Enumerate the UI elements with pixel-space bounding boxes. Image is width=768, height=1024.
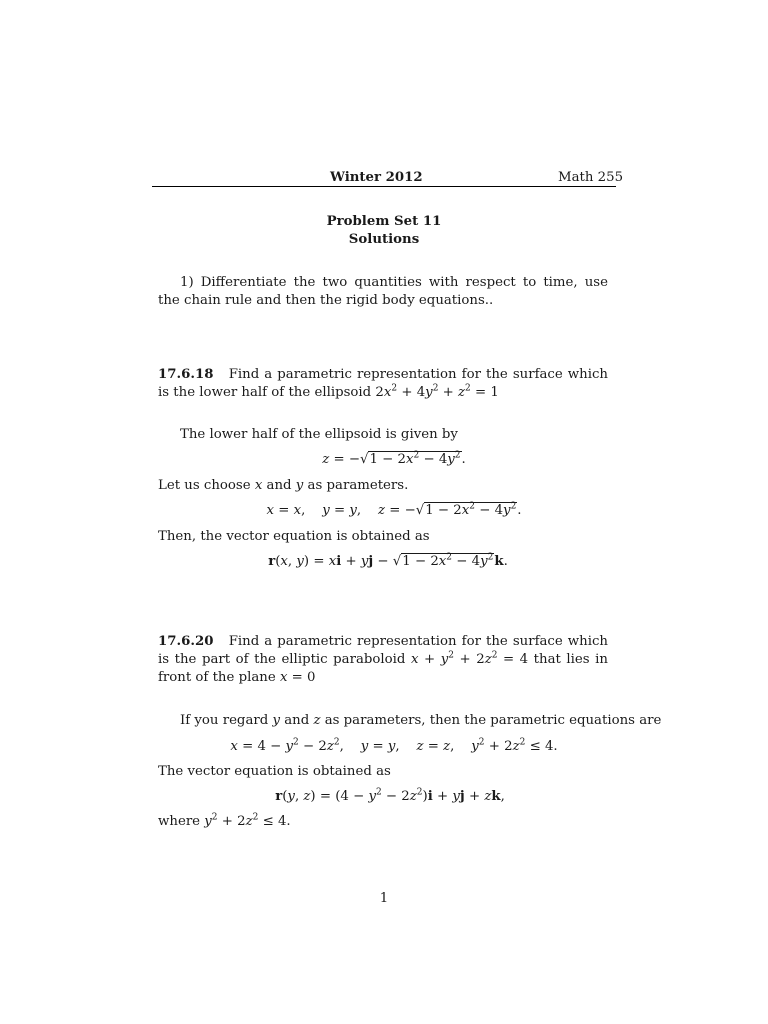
p18-statement — [158, 366, 608, 402]
header-term: Winter 2012 — [330, 170, 423, 185]
header-course: Math 255 — [558, 170, 624, 185]
p18-eq2: x = x, y = y, $z = -√1 - 2x^2 - 4y^2$. — [266, 501, 522, 518]
p20-statement — [158, 633, 608, 687]
problem1-text — [158, 274, 608, 310]
p18-number: 17.6.18 — [158, 367, 214, 382]
problem1-body: 1) Differentiate the two quantities with respect to time, use the chain rule and then the rigid body equations.. — [158, 275, 608, 308]
p20-eq2: r(y, $z) = (4 - y^2 - 2z^2)i$ + yj + zk, — [275, 787, 505, 804]
p18-then: Then, the vector equation is obtained as — [158, 529, 430, 544]
page-number: 1 — [379, 891, 389, 906]
p18-eq3: r(x, y) = xi + yj − $√1 - 2x^2 - 4y^2k$. — [268, 552, 508, 569]
p20-intro: If you regard y and z as parameters, then the parametric equations are — [180, 713, 662, 728]
p18-eq1: $z = -√1 - 2x^2 - 4y^2$. — [322, 450, 466, 467]
p20-number: 17.6.20 — [158, 634, 214, 649]
p20-eq1: $x = 4 - y^2 - 2z^2$, y = y, z = z, $y^2 + 2z^2 \le 4$. — [230, 737, 558, 754]
p18-choose: Let us choose x and y as parameters. — [158, 478, 409, 493]
p20-statement-text: Find a parametric representation for the surface which is the part of the elliptic paraboloid $x + y^2 + 2z^2 = 4$ that lies in front of the plane x = 0 — [158, 634, 608, 685]
title-line1: Problem Set 11 — [326, 214, 442, 229]
p18-statement-text: Find a parametric representation for the surface which is the lower half of the ellipsoid $2x^2 + 4y^2 + z^2 = 1$ — [158, 367, 608, 400]
p20-where: where $y^2 + 2z^2 \le 4$. — [158, 812, 291, 829]
header-rule — [152, 186, 616, 187]
p18-intro: The lower half of the ellipsoid is given by — [180, 427, 458, 442]
p20-vector-intro: The vector equation is obtained as — [158, 764, 391, 779]
title-line2: Solutions — [348, 232, 420, 247]
